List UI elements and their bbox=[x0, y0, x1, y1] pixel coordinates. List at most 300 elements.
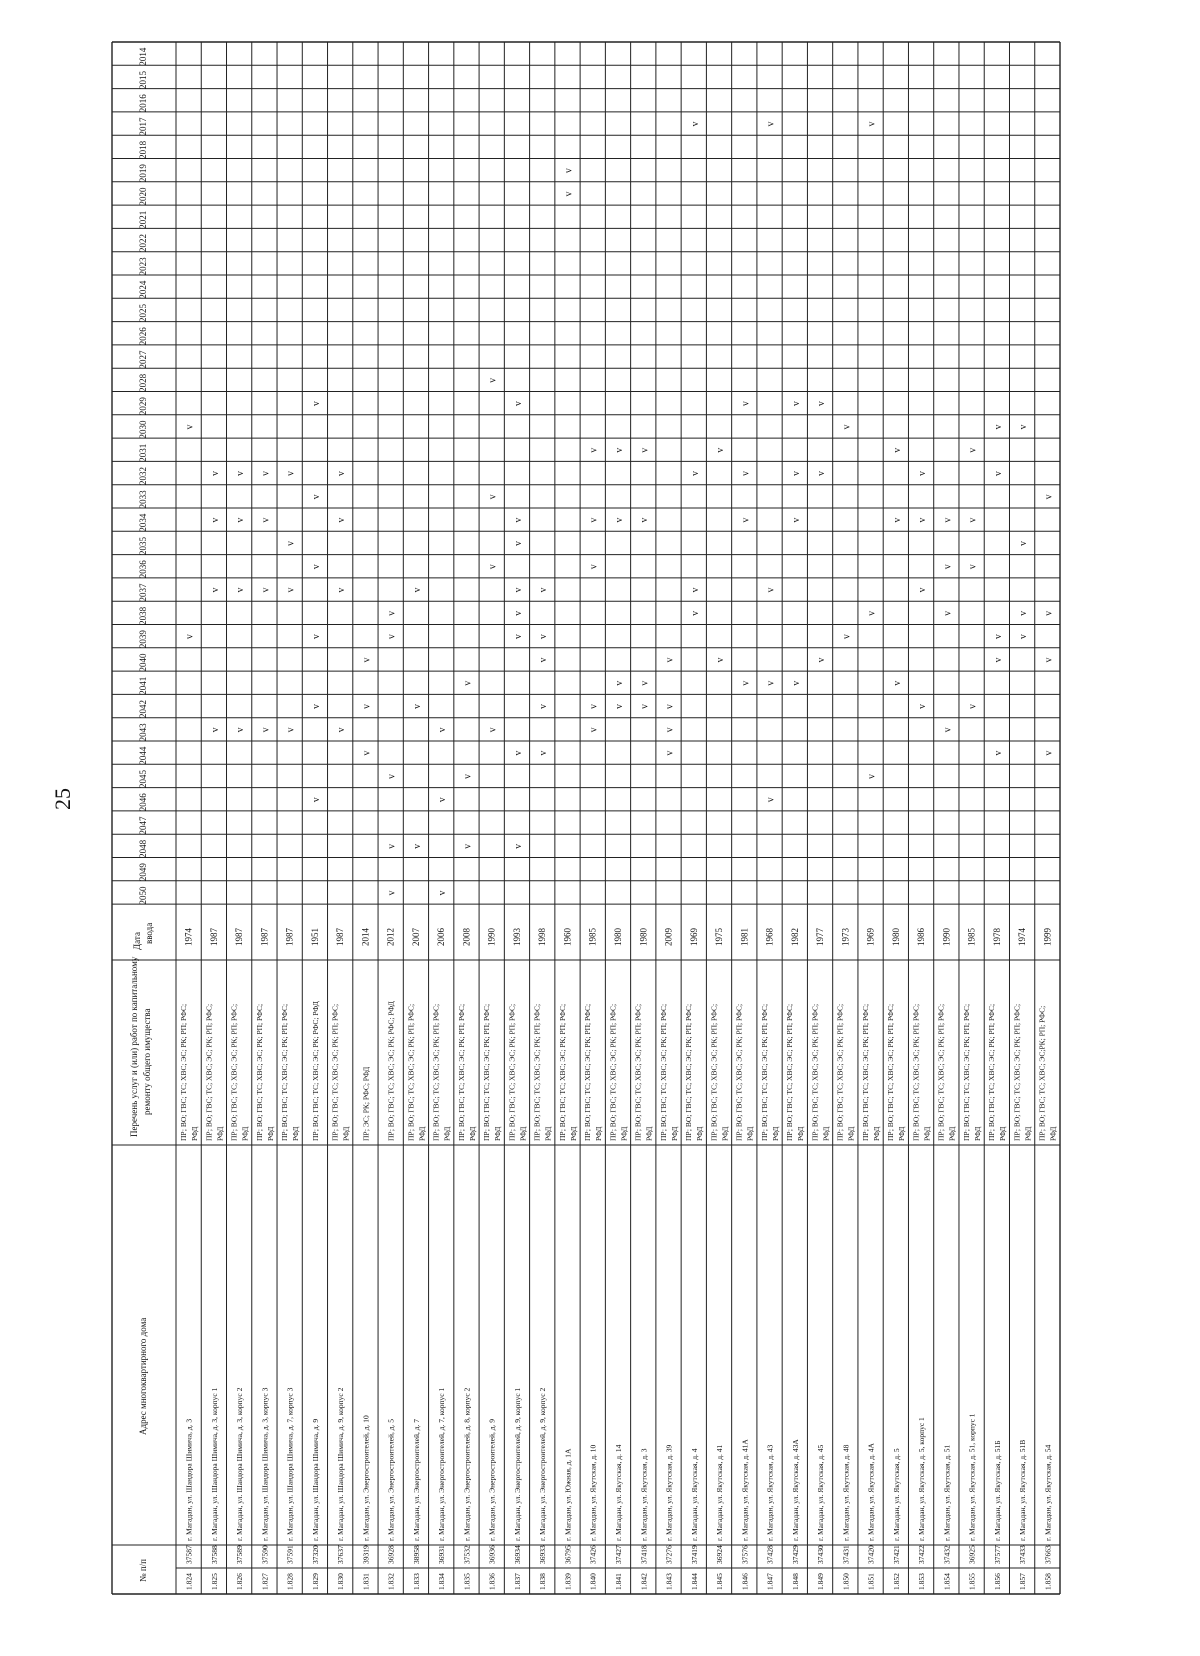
row-mark: v bbox=[209, 727, 221, 733]
row-mark: v bbox=[866, 121, 878, 127]
row-address: г. Магадан, ул. Якутская, д. 14 bbox=[614, 1444, 623, 1541]
row-mark: v bbox=[639, 447, 651, 453]
row-mark: v bbox=[209, 587, 221, 593]
row-code: 37421 bbox=[891, 1545, 901, 1564]
year-header-2043: 2043 bbox=[138, 723, 148, 742]
row-mark: v bbox=[487, 727, 499, 733]
row-number: 1.841 bbox=[614, 1573, 623, 1590]
row-year: 1977 bbox=[815, 928, 826, 946]
row-mark: v bbox=[942, 564, 954, 570]
row-mark: v bbox=[689, 587, 701, 593]
row-services: ПР; ВО; ГВС; ТС; ХВС; ЭС; РК; РП; РФС; bbox=[709, 1003, 719, 1141]
row-services-2: РФД bbox=[998, 1126, 1008, 1141]
row-services-2: РФД bbox=[619, 1126, 629, 1141]
year-header-2050: 2050 bbox=[138, 886, 148, 905]
row-code: 37589 bbox=[235, 1545, 245, 1564]
row-services: ПР; ВО; ГВС; ТС; ХВС; ЭС; РК; РП; РФС; bbox=[734, 1003, 744, 1141]
row-code: 37418 bbox=[639, 1545, 649, 1564]
row-number: 1.850 bbox=[841, 1573, 851, 1590]
row-mark: v bbox=[386, 773, 398, 779]
row-services: ПР; ВО; ГВС; ТС; ХВС; ЭС; РК; РП; РФС; bbox=[658, 1003, 668, 1141]
row-year: 1990 bbox=[941, 928, 952, 946]
row-mark: v bbox=[285, 727, 297, 733]
row-mark: v bbox=[639, 704, 651, 710]
row-mark: v bbox=[992, 750, 1004, 756]
row-mark: v bbox=[1018, 540, 1030, 546]
row-mark: v bbox=[285, 471, 297, 477]
row-mark: v bbox=[639, 517, 651, 523]
row-services: ПР; ВО; ГВС; ТС; ХВС; ЭС; РК; РФС; РФД bbox=[386, 1001, 396, 1141]
row-code: 37429 bbox=[790, 1545, 800, 1564]
row-mark: v bbox=[411, 587, 423, 593]
row-address: г. Магадан, ул. Якутская, д. 5 bbox=[891, 1448, 901, 1541]
row-code: 37276 bbox=[664, 1545, 674, 1564]
row-services: ПР; ВО; ГВС; ТС; ХВС; ЭС; РК; РП; РФС; bbox=[684, 1003, 694, 1141]
year-header-2042: 2042 bbox=[138, 700, 148, 719]
row-services: ПР; ВО; ГВС; ТС; ХВС; ЭС; РК; РП; РФС; bbox=[431, 1003, 441, 1141]
row-mark: v bbox=[614, 704, 625, 710]
row-services: ПР; ВО; ГВС; ТС; ХВС; ЭС; РК; РП; РФС; bbox=[179, 1003, 188, 1141]
row-mark: v bbox=[917, 517, 929, 523]
row-mark: v bbox=[891, 447, 903, 453]
row-mark: v bbox=[816, 657, 828, 663]
row-year: 1968 bbox=[764, 928, 775, 946]
year-header-2015: 2015 bbox=[138, 70, 148, 89]
row-code: 37663 bbox=[1043, 1545, 1053, 1564]
row-mark: v bbox=[765, 121, 777, 127]
year-header-2036: 2036 bbox=[138, 560, 148, 579]
row-number: 1.829 bbox=[310, 1573, 320, 1590]
row-address: г. Магадан, ул. Шандора Шимича, д. 7, корпус 3 bbox=[285, 1387, 295, 1541]
row-number: 1.832 bbox=[386, 1573, 396, 1590]
row-services-2: РФД bbox=[190, 1126, 199, 1141]
row-year: 2012 bbox=[385, 928, 396, 946]
row-mark: v bbox=[538, 750, 550, 756]
row-code: 37637 bbox=[336, 1545, 346, 1564]
row-mark: v bbox=[992, 424, 1004, 430]
row-address: г. Магадан, ул. Якутская, д. 4 bbox=[689, 1448, 699, 1541]
year-header-2031: 2031 bbox=[138, 443, 148, 462]
year-header-2023: 2023 bbox=[138, 257, 148, 276]
row-mark: v bbox=[386, 610, 398, 616]
row-year: 1975 bbox=[714, 928, 725, 946]
row-mark: v bbox=[209, 471, 221, 477]
row-address: г. Магадан, ул. Якутская, д. 41А bbox=[740, 1439, 750, 1541]
row-mark: v bbox=[437, 727, 449, 733]
row-mark: v bbox=[942, 517, 954, 523]
row-mark: v bbox=[1018, 424, 1030, 430]
row-address: г. Магадан, ул. Шандора Шимича, д. 3, корпус 2 bbox=[235, 1387, 245, 1541]
row-number: 1.855 bbox=[967, 1573, 977, 1590]
row-code: 37428 bbox=[765, 1545, 775, 1564]
row-code: 37430 bbox=[816, 1545, 826, 1564]
row-year: 1987 bbox=[284, 928, 295, 946]
row-number: 1.826 bbox=[235, 1573, 245, 1590]
row-code: 36936 bbox=[487, 1545, 497, 1564]
year-header-2026: 2026 bbox=[138, 327, 148, 346]
row-services-2: РФД bbox=[720, 1126, 730, 1141]
row-mark: v bbox=[538, 587, 550, 593]
row-address: г. Магадан, ул. Якутская, д. 51Б bbox=[992, 1440, 1002, 1541]
row-services: ПР; ВО; ГВС; ТС; ХВС; ЭС;РК; РП; РФС; bbox=[1037, 1005, 1047, 1141]
row-address: г. Магадан, ул. Энергостроителей, д. 8, корпус 2 bbox=[462, 1387, 472, 1541]
row-services-2: РФД bbox=[543, 1126, 553, 1141]
row-code: 37320 bbox=[310, 1545, 320, 1564]
row-address: г. Магадан, ул. Южная, д. 1А bbox=[563, 1448, 573, 1541]
row-code: 36924 bbox=[715, 1545, 725, 1564]
year-header-2027: 2027 bbox=[138, 350, 148, 369]
row-mark: v bbox=[715, 447, 727, 453]
row-code: 37577 bbox=[992, 1545, 1002, 1564]
row-mark: v bbox=[967, 704, 979, 710]
row-year: 1987 bbox=[234, 928, 245, 946]
row-mark: v bbox=[462, 773, 474, 779]
row-number: 1.828 bbox=[285, 1573, 295, 1590]
row-year: 1973 bbox=[840, 928, 851, 946]
row-code: 36934 bbox=[512, 1545, 522, 1564]
row-mark: v bbox=[664, 727, 676, 733]
row-mark: v bbox=[841, 634, 853, 640]
row-services: ПР; ВО; ГВС; ТС; ХВС; ЭС; РК; РП; РФС; bbox=[961, 1003, 971, 1141]
row-services: ПР; ВО; ГВС; ТС; ХВС; ЭС; РК; РП; РФС; bbox=[456, 1003, 466, 1141]
row-year: 1987 bbox=[335, 928, 346, 946]
row-mark: v bbox=[260, 471, 272, 477]
row-services-2: РФД bbox=[215, 1126, 225, 1141]
row-address: г. Магадан, ул. Якутская, д. 5, корпус 1 bbox=[917, 1417, 927, 1541]
row-services: ПР; ВО; ГВС; ТС; ХВС; ЭС; РК; РП; РФС; bbox=[482, 1003, 492, 1141]
year-header-2038: 2038 bbox=[138, 606, 148, 625]
row-mark: v bbox=[512, 517, 524, 523]
row-mark: v bbox=[790, 401, 802, 407]
row-mark: v bbox=[790, 680, 802, 686]
row-address: г. Магадан, ул. Энергостроителей, д. 9 bbox=[487, 1418, 497, 1541]
row-services-2: РФД bbox=[568, 1126, 578, 1141]
row-number: 1.840 bbox=[588, 1573, 598, 1590]
row-number: 1.843 bbox=[664, 1573, 674, 1590]
row-services: ПР; ВО; ГВС; ТС; ХВС; ЭС; РК; РП; РФС; bbox=[911, 1003, 921, 1141]
row-code: 37576 bbox=[740, 1545, 750, 1564]
year-header-2016: 2016 bbox=[138, 94, 148, 113]
row-mark: v bbox=[411, 843, 423, 849]
row-code: 37431 bbox=[841, 1545, 851, 1564]
row-number: 1.847 bbox=[765, 1573, 775, 1590]
year-header-2046: 2046 bbox=[138, 793, 148, 812]
row-year: 1987 bbox=[259, 928, 270, 946]
row-mark: v bbox=[1043, 610, 1055, 616]
row-services-2: РФД bbox=[265, 1126, 275, 1141]
year-header-2022: 2022 bbox=[138, 234, 148, 253]
row-services-2: РФД bbox=[417, 1126, 427, 1141]
row-mark: v bbox=[841, 424, 853, 430]
row-services-2: РФД bbox=[1023, 1126, 1033, 1141]
row-code: 37426 bbox=[588, 1545, 598, 1564]
year-header-2039: 2039 bbox=[138, 630, 148, 649]
row-address: г. Магадан, ул. Якутская, д. 3 bbox=[639, 1448, 649, 1541]
row-mark: v bbox=[992, 657, 1004, 663]
row-number: 1.851 bbox=[866, 1573, 876, 1590]
row-number: 1.848 bbox=[790, 1573, 800, 1590]
row-services: ПР; ВО; ГВС; ТС; ХВС; ЭС; РК; РП; РФС; bbox=[759, 1003, 769, 1141]
row-mark: v bbox=[588, 727, 600, 733]
row-services-2: РФД bbox=[467, 1126, 477, 1141]
address-header: Адрес многоквартирного дома bbox=[138, 1317, 148, 1435]
row-mark: v bbox=[765, 797, 777, 803]
row-code: 36795 bbox=[563, 1545, 573, 1564]
row-number: 1.827 bbox=[260, 1573, 270, 1590]
row-mark: v bbox=[664, 750, 676, 756]
year-header-2021: 2021 bbox=[138, 210, 148, 229]
row-year: 2009 bbox=[663, 928, 674, 946]
row-mark: v bbox=[462, 680, 474, 686]
row-services: ПР; ВО; ГВС; ТС; ХВС; ЭС; РК; РП; РФС; bbox=[633, 1003, 643, 1141]
row-year: 1951 bbox=[309, 928, 320, 946]
row-mark: v bbox=[816, 471, 828, 477]
row-code: 37432 bbox=[942, 1545, 952, 1564]
row-mark: v bbox=[689, 610, 701, 616]
row-mark: v bbox=[512, 587, 524, 593]
row-number: 1.856 bbox=[992, 1573, 1002, 1590]
row-mark: v bbox=[917, 587, 929, 593]
row-services: ПР; ВО; ГВС; ТС; ХВС; ЭС; РК; РП; РФС; bbox=[583, 1003, 593, 1141]
year-header-2034: 2034 bbox=[138, 513, 148, 532]
row-services-2: РФД bbox=[846, 1126, 856, 1141]
row-mark: v bbox=[184, 424, 196, 430]
num-header: № п/п bbox=[138, 1559, 148, 1582]
row-mark: v bbox=[538, 657, 550, 663]
row-mark: v bbox=[588, 704, 600, 710]
row-year: 2014 bbox=[360, 928, 371, 946]
row-code: 37427 bbox=[614, 1545, 623, 1564]
row-address: г. Магадан, ул. Якутская, д. 39 bbox=[664, 1444, 674, 1541]
row-mark: v bbox=[917, 704, 929, 710]
year-header-2035: 2035 bbox=[138, 536, 148, 555]
row-number: 1.858 bbox=[1043, 1573, 1053, 1590]
row-mark: v bbox=[336, 471, 348, 477]
year-header-2032: 2032 bbox=[138, 467, 148, 486]
row-services-2: РФД bbox=[770, 1126, 780, 1141]
row-mark: v bbox=[235, 727, 247, 733]
row-mark: v bbox=[310, 634, 322, 640]
row-services: ПР; ВО; ГВС; ТС; ХВС; ЭС; РК; РП; РФС; bbox=[280, 1003, 290, 1141]
year-header-2040: 2040 bbox=[138, 653, 148, 672]
row-code: 36928 bbox=[386, 1545, 396, 1564]
services-header: Перечень услуг и (или) работ по капитальному bbox=[129, 956, 139, 1137]
row-mark: v bbox=[614, 447, 625, 453]
row-address: г. Магадан, ул. Якутская, д. 51 bbox=[942, 1444, 952, 1541]
row-code: 37591 bbox=[285, 1545, 295, 1564]
row-mark: v bbox=[639, 680, 651, 686]
row-year: 1980 bbox=[638, 928, 649, 946]
row-mark: v bbox=[1018, 634, 1030, 640]
row-mark: v bbox=[512, 401, 524, 407]
row-services: ПР; ВО; ГВС; ТС; ХВС; ЭС; РК; РП; РФС; bbox=[987, 1003, 997, 1141]
year-header-2024: 2024 bbox=[138, 280, 148, 299]
row-year: 1993 bbox=[511, 928, 522, 946]
row-mark: v bbox=[386, 634, 398, 640]
row-address: г. Магадан, ул. Энергостроителей, д. 7 bbox=[411, 1418, 421, 1541]
row-code: 36933 bbox=[538, 1545, 548, 1564]
year-header-2019: 2019 bbox=[138, 164, 148, 183]
row-mark: v bbox=[992, 634, 1004, 640]
year-header-2041: 2041 bbox=[138, 676, 148, 695]
row-services-2: РФД bbox=[972, 1126, 982, 1141]
year-header-2018: 2018 bbox=[138, 140, 148, 159]
year-header-2033: 2033 bbox=[138, 490, 148, 509]
row-mark: v bbox=[664, 704, 676, 710]
row-year: 1974 bbox=[183, 928, 194, 946]
row-services-2: РФД bbox=[821, 1126, 831, 1141]
row-year: 1998 bbox=[537, 928, 548, 946]
row-services: ПР; ВО; ГВС; ТС; ХВС; ЭС; РК; РП; РФС; bbox=[229, 1003, 239, 1141]
year-header-2044: 2044 bbox=[138, 746, 148, 765]
row-mark: v bbox=[942, 610, 954, 616]
row-services: ПР; ВО; ГВС; ТС; ХВС; ЭС; РК; РП; РФС; bbox=[330, 1003, 340, 1141]
row-services-2: РФД bbox=[669, 1126, 679, 1141]
row-mark: v bbox=[664, 657, 676, 663]
row-services: ПР; ВО; ГВС; ТС; ХВС; ЭС; РК; РП; РФС; bbox=[507, 1003, 517, 1141]
row-number: 1.844 bbox=[689, 1573, 699, 1590]
row-services-2: РФД bbox=[291, 1126, 301, 1141]
row-mark: v bbox=[260, 727, 272, 733]
row-services: ПР; ВО; ГВС; ТС; ХВС; ЭС; РК; РП; РФС; bbox=[835, 1003, 845, 1141]
row-address: г. Магадан, ул. Энергостроителей, д. 9, корпус 1 bbox=[512, 1387, 522, 1541]
row-number: 1.831 bbox=[361, 1573, 371, 1590]
row-mark: v bbox=[285, 540, 297, 546]
row-mark: v bbox=[386, 843, 398, 849]
row-address: г. Магадан, ул. Якутская, д. 45 bbox=[816, 1444, 826, 1541]
row-mark: v bbox=[866, 610, 878, 616]
row-code: 37587 bbox=[184, 1545, 194, 1564]
row-mark: v bbox=[462, 843, 474, 849]
row-year: 1981 bbox=[739, 928, 750, 946]
row-number: 1.846 bbox=[740, 1573, 750, 1590]
row-services: ПР; ВО; ГВС; ТС; ХВС; ЭС; РК; РП; РФС; bbox=[204, 1003, 214, 1141]
row-mark: v bbox=[588, 447, 600, 453]
row-mark: v bbox=[285, 587, 297, 593]
row-services-2: РФД bbox=[745, 1126, 755, 1141]
row-mark: v bbox=[361, 704, 373, 710]
row-address: г. Магадан, ул. Якутская, д. 4А bbox=[866, 1443, 876, 1541]
row-services-2: РФД bbox=[493, 1126, 503, 1141]
row-number: 1.838 bbox=[538, 1573, 548, 1590]
row-number: 1.849 bbox=[816, 1573, 826, 1590]
row-mark: v bbox=[235, 587, 247, 593]
row-mark: v bbox=[740, 471, 752, 477]
row-services: ПР; ВО; ГВС; ТС; ХВС; ЭС; РК; РП; РФС; bbox=[886, 1003, 896, 1141]
page-number: 25 bbox=[50, 788, 75, 810]
row-mark: v bbox=[715, 657, 727, 663]
row-services: ПР; ВО; ГВС; ТС; ХВС; ЭС; РК; РФС; РФД bbox=[310, 1001, 320, 1141]
row-mark: v bbox=[967, 447, 979, 453]
year-header-2047: 2047 bbox=[138, 816, 148, 835]
row-year: 1969 bbox=[865, 928, 876, 946]
row-services-2: РФД bbox=[897, 1126, 907, 1141]
row-mark: v bbox=[209, 517, 221, 523]
row-services-2: РФД bbox=[341, 1126, 351, 1141]
row-address: г. Магадан, ул. Якутская, д. 51В bbox=[1018, 1439, 1028, 1541]
row-number: 1.842 bbox=[639, 1573, 649, 1590]
row-address: г. Магадан, ул. Якутская, д. 43 bbox=[765, 1444, 775, 1541]
row-mark: v bbox=[487, 494, 499, 500]
year-header-2029: 2029 bbox=[138, 397, 148, 416]
row-code: 37419 bbox=[689, 1545, 699, 1564]
row-mark: v bbox=[740, 517, 752, 523]
row-mark: v bbox=[740, 680, 752, 686]
row-year: 1960 bbox=[562, 928, 573, 946]
year-header-2014: 2014 bbox=[138, 47, 148, 66]
row-services-2: РФД bbox=[695, 1126, 705, 1141]
row-services-2: РФД bbox=[796, 1126, 806, 1141]
row-mark: v bbox=[361, 750, 373, 756]
row-mark: v bbox=[235, 517, 247, 523]
row-year: 1987 bbox=[208, 928, 219, 946]
row-mark: v bbox=[310, 797, 322, 803]
row-mark: v bbox=[563, 168, 575, 174]
row-mark: v bbox=[790, 471, 802, 477]
row-mark: v bbox=[336, 587, 348, 593]
row-code: 37433 bbox=[1018, 1545, 1028, 1564]
row-services-2: РФД bbox=[644, 1126, 654, 1141]
row-year: 1986 bbox=[916, 928, 927, 946]
row-mark: v bbox=[1043, 494, 1055, 500]
row-services-2: РФД bbox=[442, 1126, 452, 1141]
row-services: ПР; ВО; ГВС; ТС; ХВС; ЭС; РК; РП; РФС; bbox=[406, 1003, 416, 1141]
year-header-2045: 2045 bbox=[138, 769, 148, 788]
row-code: 37532 bbox=[462, 1545, 472, 1564]
row-mark: v bbox=[310, 401, 322, 407]
row-year: 1999 bbox=[1042, 928, 1053, 946]
year-header-2037: 2037 bbox=[138, 583, 148, 602]
date-header: Дата bbox=[132, 932, 142, 950]
row-address: г. Магадан, ул. Якутская, д. 10 bbox=[588, 1444, 598, 1541]
row-mark: v bbox=[614, 680, 625, 686]
row-services-2: РФД bbox=[1048, 1126, 1058, 1141]
row-mark: v bbox=[512, 610, 524, 616]
row-mark: v bbox=[336, 517, 348, 523]
row-number: 1.837 bbox=[512, 1573, 522, 1590]
row-address: г. Магадан, ул. Шандора Шимича, д. 3 bbox=[184, 1418, 194, 1541]
row-number: 1.854 bbox=[942, 1573, 952, 1590]
row-address: г. Магадан, ул. Шандора Шимича, д. 9, корпус 2 bbox=[336, 1387, 346, 1541]
row-number: 1.839 bbox=[563, 1573, 573, 1590]
row-mark: v bbox=[235, 471, 247, 477]
row-number: 1.836 bbox=[487, 1573, 497, 1590]
row-mark: v bbox=[790, 517, 802, 523]
row-address: г. Магадан, ул. Энергостроителей, д. 10 bbox=[361, 1415, 371, 1541]
row-mark: v bbox=[260, 587, 272, 593]
row-address: г. Магадан, ул. Якутская, д. 54 bbox=[1043, 1444, 1053, 1541]
row-number: 1.857 bbox=[1018, 1573, 1028, 1590]
row-services: ПР; ВО; ГВС; ТС; ХВС; ЭС; РК; РП; РФС; bbox=[254, 1003, 264, 1141]
year-header-2048: 2048 bbox=[138, 839, 148, 858]
year-header-2030: 2030 bbox=[138, 420, 148, 439]
row-year: 1969 bbox=[688, 928, 699, 946]
year-header-2049: 2049 bbox=[138, 863, 148, 882]
row-services: ПР; ВО; ГВС; ТС; ХВС; ЭС; РК; РП; РФС; bbox=[785, 1003, 795, 1141]
row-services-2: РФД bbox=[871, 1126, 881, 1141]
row-mark: v bbox=[310, 494, 322, 500]
row-services-2: РФД bbox=[922, 1126, 932, 1141]
row-number: 1.830 bbox=[336, 1573, 346, 1590]
row-services: ПР; ВО; ГВС; ТС; ХВС; ЭС; РК; РП; РФС; bbox=[532, 1003, 542, 1141]
year-header-2017: 2017 bbox=[138, 117, 148, 136]
row-address: г. Магадан, ул. Якутская, д. 48 bbox=[841, 1444, 851, 1541]
services-header-2: ремонту общего имущества bbox=[142, 1008, 152, 1115]
row-number: 1.833 bbox=[411, 1573, 421, 1590]
row-code: 38958 bbox=[411, 1545, 421, 1564]
row-year: 1978 bbox=[991, 928, 1002, 946]
row-mark: v bbox=[614, 517, 625, 523]
